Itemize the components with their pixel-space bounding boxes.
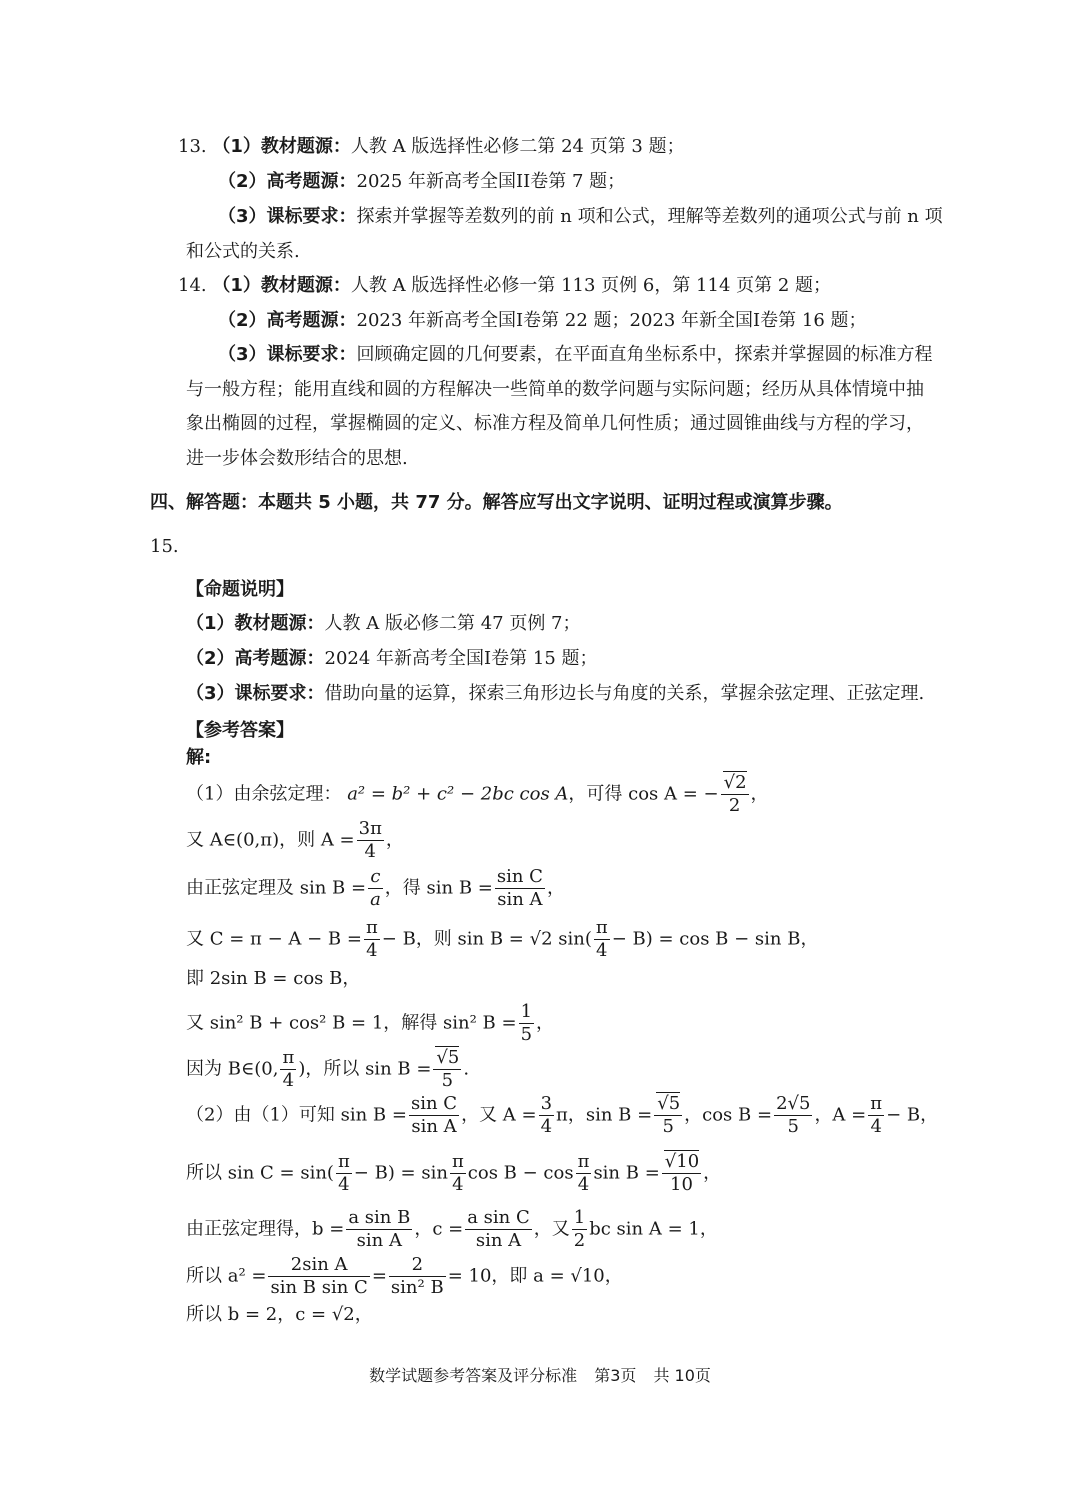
s8-den3: 5	[662, 1116, 674, 1137]
s9-den4: 10	[670, 1174, 693, 1195]
s11-den1: sin B sin C	[270, 1277, 368, 1298]
s3-text-a: 由正弦定理及 sin B =	[186, 877, 367, 899]
q14-line-5	[186, 412, 924, 436]
s1-fraction	[721, 772, 749, 817]
s7-fraction-2	[433, 1047, 461, 1092]
footer-total: 共 10页	[653, 1366, 711, 1385]
s7-fraction-1	[280, 1047, 296, 1092]
q15-heading-explain: 【命题说明】	[186, 579, 294, 600]
s10-num1: a sin B	[348, 1207, 411, 1228]
s10-den2: sin A	[475, 1230, 522, 1251]
q13-line-2	[218, 170, 625, 194]
s10-text-a: 由正弦定理得，b =	[186, 1218, 345, 1240]
q13-l3-label: （3）课标要求：	[218, 206, 357, 227]
s10-den3: 2	[573, 1230, 586, 1251]
s10-num3: 1	[573, 1207, 586, 1228]
s4-den2: 4	[596, 940, 608, 961]
s3-num1: c	[368, 866, 383, 889]
q14-l1-label: （1）教材题源：	[212, 275, 351, 296]
s7-text-b: )，所以 sin B =	[298, 1058, 432, 1080]
s2-den: 4	[364, 841, 376, 862]
s4-text-b: − B，则 sin B = √2 sin(	[381, 928, 592, 950]
page-footer	[0, 1363, 1080, 1386]
s8-num5: π	[870, 1093, 883, 1114]
q15-number: 15.	[150, 536, 179, 557]
s8-den5: 4	[870, 1116, 882, 1137]
s10-text-d: bc sin A = 1，	[589, 1218, 718, 1240]
solution-step-8	[186, 1093, 938, 1138]
s10-fraction-1	[346, 1207, 412, 1252]
s9-den1: 4	[338, 1174, 350, 1195]
s3-fraction-2	[495, 866, 545, 911]
q14-l4-text: 与一般方程；能用直线和圆的方程解决一些简单的数学问题与实际问题；经历从具体情境中抽	[186, 379, 924, 400]
q15-e3-text: 借助向量的运算，探索三角形边长与角度的关系，掌握余弦定理、正弦定理.	[324, 683, 925, 704]
s2-num: 3π	[358, 818, 382, 839]
s8-fraction-1	[409, 1093, 459, 1138]
q13-number: 13.	[178, 136, 207, 157]
solution-step-2: 又 A∈(0,π)，则 A = $\frac{3\pi}{4}$ ，	[186, 818, 404, 862]
s9-num3: π	[577, 1151, 590, 1172]
s8-text-d: ，cos B =	[684, 1104, 773, 1126]
s4-fraction-2	[594, 917, 610, 962]
s10-fraction-3	[572, 1207, 587, 1252]
s10-text-b: ，c =	[414, 1218, 464, 1240]
q14-line-2	[218, 309, 867, 333]
s10-fraction-2	[465, 1207, 532, 1252]
q13-l1-text: 人教 A 版选择性必修二第 24 页第 3 题；	[350, 136, 685, 157]
solution-step-4	[186, 917, 818, 962]
s9-num1: π	[337, 1151, 350, 1172]
s4-text-a: 又 C = π − A − B =	[186, 928, 362, 950]
s9-num4: √10	[664, 1151, 700, 1172]
q14-l6-text: 进一步体会数形结合的思想.	[186, 448, 408, 469]
q14-l2-text: 2023 年新高考全国I卷第 22 题；2023 年新全国I卷第 16 题；	[356, 310, 867, 331]
q13-l2-label: （2）高考题源：	[218, 171, 357, 192]
s8-text-c: π，sin B =	[556, 1104, 653, 1126]
section-4-heading: 四、解答题：本题共 5 小题，共 77 分。解答应写出文字说明、证明过程或演算步骤。	[150, 492, 843, 513]
s6-num: 1	[520, 1001, 533, 1022]
q14-l1-text: 人教 A 版选择性必修一第 113 页例 6，第 114 页第 2 题；	[350, 275, 832, 296]
s9-num2: π	[451, 1151, 464, 1172]
solution-step-3: 由正弦定理及 sin B = $\frac{c}{a}$ ，得 sin B = $\frac{\text{sin C}}{\text{sin A}}$ ，	[186, 866, 565, 910]
s2-fraction	[357, 818, 384, 863]
s9-text-a: 所以 sin C = sin(	[186, 1162, 334, 1184]
q15-heading-answer: 【参考答案】	[186, 720, 294, 741]
q14-l3-text: 回顾确定圆的几何要素，在平面直角坐标系中，探索并掌握圆的标准方程	[356, 344, 933, 365]
q14-l3-label: （3）课标要求：	[218, 344, 357, 365]
s8-den4: 5	[787, 1116, 799, 1137]
q13-line-4	[186, 240, 300, 264]
s1-den: 2	[728, 795, 741, 816]
s11-num2: 2	[389, 1254, 446, 1277]
s9-den3: 4	[577, 1174, 590, 1195]
s11-num1: 2sin A	[268, 1254, 369, 1277]
s11-text-b: = 10，即 a = √10，	[447, 1265, 623, 1287]
q15-explain-1	[186, 612, 581, 636]
q14-line-4	[186, 378, 924, 402]
s9-text-d: sin B =	[593, 1162, 660, 1184]
s7-text-a: 因为 B∈(0,	[186, 1058, 279, 1080]
s9-text-c: cos B − cos	[467, 1162, 574, 1184]
footer-page: 第3页	[594, 1366, 637, 1385]
q13-line-3	[218, 205, 943, 229]
s3-num2: sin C	[496, 866, 543, 887]
s7-num2: √5	[436, 1047, 460, 1068]
s8-num4: 2√5	[776, 1093, 811, 1114]
q15-e1-text: 人教 A 版必修二第 47 页例 7；	[324, 613, 581, 634]
s8-num1: sin C	[410, 1093, 458, 1114]
s10-num2: a sin C	[467, 1207, 530, 1228]
s8-den2: 4	[540, 1116, 553, 1137]
q13-l2-text: 2025 年新高考全国II卷第 7 题；	[356, 171, 626, 192]
q15-e2-text: 2024 年新高考全国I卷第 15 题；	[324, 648, 598, 669]
s4-text-c: − B) = cos B − sin B，	[611, 928, 819, 950]
q14-l2-label: （2）高考题源：	[218, 310, 357, 331]
s4-den1: 4	[366, 940, 378, 961]
s9-fraction-1	[336, 1151, 352, 1196]
q13-l3-text: 探索并掌握等差数列的前 n 项和公式，理解等差数列的通项公式与前 n 项	[356, 206, 943, 227]
solution-step-5: 即 2sin B = cos B，	[186, 968, 361, 989]
q14-line-3	[218, 343, 933, 367]
solution-step-12: 所以 b = 2，c = √2，	[186, 1304, 373, 1325]
solution-step-7: 因为 B∈(0, $\frac{\pi}{4}$ )，所以 sin B = $\frac{√5}{5}$ .	[186, 1047, 470, 1091]
s10-den1: sin A	[356, 1230, 402, 1251]
s7-den2: 5	[441, 1070, 454, 1091]
solution-step-1: （1）由余弦定理： a² = b² + c² − 2bc cos A，可得 cos A = − $\frac{√2}{2}$ ，	[186, 772, 769, 816]
s1-num: √2	[723, 772, 747, 793]
s11-text-a: 所以 a² =	[186, 1265, 267, 1287]
s8-text-b: ，又 A =	[461, 1104, 537, 1126]
solution-step-9: 所以 sin C = sin( $\frac{\pi}{4}$ − B) = sin $\frac{\pi}{4}$ cos B − cos $\frac{\pi}{4}$ sin B = $\frac{√10}{10}$ ，	[186, 1151, 722, 1195]
footer-title: 数学试题参考答案及评分标准	[369, 1366, 578, 1385]
q15-e2-label: （2）高考题源：	[186, 648, 325, 669]
s8-num3: √5	[657, 1093, 681, 1114]
s8-fraction-2	[539, 1093, 554, 1138]
s7-num1: π	[282, 1047, 295, 1068]
s8-den1: sin A	[411, 1116, 457, 1137]
s11-fraction-1	[268, 1254, 369, 1299]
q13-l4-text: 和公式的关系.	[186, 241, 300, 262]
s9-fraction-3	[576, 1151, 592, 1196]
s6-text-a: 又 sin² B + cos² B = 1，解得 sin² B =	[186, 1012, 517, 1034]
s9-text-b: − B) = sin	[353, 1162, 448, 1184]
s9-den2: 4	[452, 1174, 464, 1195]
s8-text-f: − B，	[886, 1104, 939, 1126]
s11-den2: sin² B	[390, 1277, 444, 1298]
s8-fraction-4	[774, 1093, 812, 1138]
s7-den1: 4	[282, 1070, 295, 1091]
s1-text-b: ，可得 cos A = −	[568, 783, 719, 805]
q15-solve: 解:	[186, 747, 212, 768]
q13-line-1	[178, 135, 685, 159]
s4-fraction-1	[364, 917, 380, 962]
s8-fraction-3	[654, 1093, 682, 1138]
q15-e3-label: （3）课标要求：	[186, 683, 325, 704]
s8-text-e: ，A =	[814, 1104, 867, 1126]
q15-explain-2	[186, 647, 598, 671]
s8-text-a: （2）由（1）可知 sin B =	[186, 1104, 407, 1126]
q14-line-6	[186, 447, 408, 471]
q14-line-1	[178, 274, 831, 298]
s4-num2: π	[595, 917, 608, 938]
s9-fraction-4	[662, 1151, 701, 1196]
s6-fraction	[519, 1001, 534, 1046]
solution-step-10	[186, 1207, 718, 1252]
q13-l1-label: （1）教材题源：	[212, 136, 351, 157]
q15-explain-3	[186, 682, 924, 706]
s3-den1: a	[370, 889, 381, 910]
s2-text-a: 又 A∈(0,π)，则 A =	[186, 829, 355, 851]
s3-den2: sin A	[497, 889, 543, 910]
s4-num1: π	[365, 917, 378, 938]
s11-fraction-2	[389, 1254, 446, 1299]
q14-number: 14.	[178, 275, 207, 296]
q15-e1-label: （1）教材题源：	[186, 613, 325, 634]
s1-text-a: （1）由余弦定理：	[186, 783, 342, 805]
s3-text-b: ，得 sin B =	[384, 877, 493, 899]
solution-step-11: 所以 a² = $\frac{\text{2sin A}}{\text{sin B sin C}}$ = $\frac{2}{\text{sin² B}}$ = 10，即 a = √10，	[186, 1254, 623, 1298]
s6-den: 5	[520, 1024, 533, 1045]
s3-fraction-1	[368, 866, 383, 911]
s8-num2: 3	[540, 1093, 553, 1114]
solution-step-6: 又 sin² B + cos² B = 1，解得 sin² B = $\frac{1}{5}$ ，	[186, 1001, 555, 1045]
s9-fraction-2	[450, 1151, 466, 1196]
s1-equation: a² = b² + c² − 2bc cos A	[347, 783, 569, 805]
s10-text-c: ，又	[533, 1218, 570, 1240]
s8-fraction-5	[868, 1093, 884, 1138]
q14-l5-text: 象出椭圆的过程，掌握椭圆的定义、标准方程及简单几何性质；通过圆锥曲线与方程的学习，	[186, 413, 924, 434]
